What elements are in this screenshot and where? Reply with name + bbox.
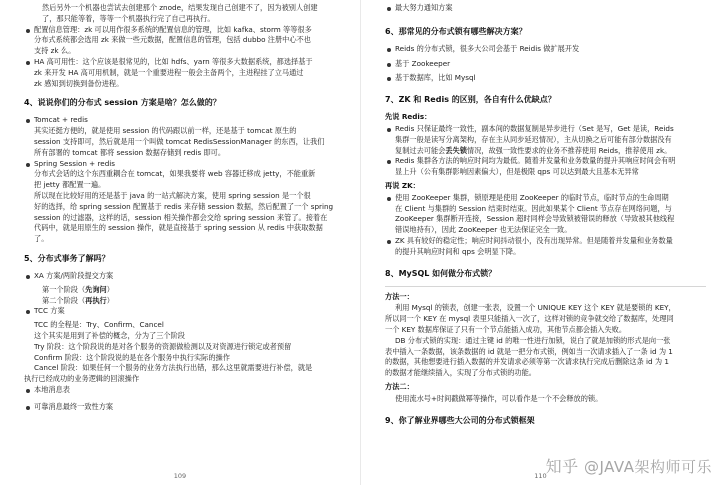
heading-distributed-transaction: 5、分布式事务了解吗？ <box>24 253 110 263</box>
xa-phases <box>24 285 346 307</box>
redis-subheading: 先说 Redis： <box>385 112 432 122</box>
redis-point-1: Redis 只保证最终一致性，副本间的数据复制是异步进行（Set 是写，Get 是读，Reids 集群一般是读写分离架构，存在主从同步延迟情况），主从切换之后可能有部分数据没有 复制过去可能会丢失锁情况，故强一致性要求的业务不推荐使用 Reids，推荐使用 zk。 <box>385 124 706 156</box>
method-two-paragraph: 使用流水号+时间戳做幂等操作，可以看作是一个不会释放的锁。 <box>395 393 603 403</box>
xa-phase-1: 第一个阶段（先询问） <box>42 284 114 294</box>
page-number-left: 109 <box>173 472 187 481</box>
bullet-best-effort: 最大努力通知方案 <box>385 3 706 14</box>
zk-point-1: 使用 ZooKeeper 集群，锁原理是使用 ZooKeeper 的临时节点，临时节点的生命周期 在 Client 与集群的 Session 结束时结束。因此如果某个 Client 节点存在网络问题，与 ZooKeeper 集群断开连接，Session 超时同样会导致锁被错误的释放（导致被其他线程 错误地持有），因此 ZooKeeper 也无法保证完全一致。 <box>385 193 706 236</box>
bullet-tcc: TCC 方案 <box>24 306 346 317</box>
heading-zk-vs-redis: 7、ZK 和 Redis 的区别，各自有什么优缺点？ <box>385 95 556 105</box>
bullet-redis-lock: Reids 的分布式锁，很多大公司会基于 Reidis 做扩展开发 <box>385 44 706 55</box>
zhihu-watermark: 知乎 @JAVA架构师可乐 <box>545 457 712 476</box>
method-one-paragraph: 利用 Mysql 的锁表，创建一张表，设置一个 UNIQUE KEY 这个 KEY 就是要锁的 KEY， 所以同一个 KEY 在 mysql 表里只能插入一次了，这样对锁的竞争就交给了数据库，处理同 一个 KEY 数据库保证了只有一个节点能插入成功，其他节点都会插入失败。 DB 分布式锁的实现：通过主键 id 的唯一性进行加锁，说白了就是加锁的形式是向一张 表中插入一条数据，该条数据的 id 就是一把分布式锁，例如当一次请求插入了一条 id 为 1 的数据，其他想要进行插入数据的并发请求必须等第一次请求执行完成后删除这条 id 为 1 的数据才能继续插入，实现了分布式锁的功能。 <box>385 303 676 378</box>
bullet-xa: XA 方案/两阶段提交方案 <box>24 271 346 282</box>
zk-point-2: ZK 具有较好的稳定性；响应时间抖动很小，没有出现异常。但是随着并发量和业务数量 的提升其响应时间和 qps 会明显下降。 <box>385 236 706 258</box>
divider <box>385 286 706 287</box>
method-two-heading: 方法二： <box>385 381 414 391</box>
heading-distributed-lock: 6、那常见的分布式锁有哪些解决方案？ <box>385 26 527 36</box>
zk-subheading: 再说 ZK： <box>385 180 420 190</box>
page-right <box>360 0 720 485</box>
bullet-spring-session: Spring Session + redis <box>24 159 346 170</box>
method-one-heading: 方法一： <box>385 291 414 301</box>
heading-session: 4、说说你们的分布式 session 方案是啥？怎么做的？ <box>24 98 221 108</box>
bullet-local-message-table: 本地消息表 <box>24 385 346 396</box>
page-number-right: 110 <box>534 472 547 481</box>
bullet-config-management: 配置信息管理：zk 可以用作很多系统的配置信息的管理，比如 kafka、storm 等等很多 分布式系统都会选用 zk 来做一些元数据，配置信息的管理，包括 dubbo 注册中心不也 支持 zk 么。 <box>24 25 346 57</box>
spring-paragraph: 分布式会话的这个东西重耦合在 tomcat，如果我要将 web 容器迁移成 jetty，不能重新 把 jetty 都配置一遍。 所以现在比较好用的还是基于 java 的一站式解决方案，使用 spring session 是一个很 好的选择，给 spring session 配置基于 redis 来存储 session 数据，然后配置了一个 spring session 的过滤器，这样的话，session 相关操作都会交给 spring session 来管了。接着在 代码中，就是用原生的 session 操作，就是直接基于 spring session 从 redis 中获取数据 了。 <box>34 169 334 244</box>
bullet-ha: HA 高可用性：这个应该是很常见的，比如 hdfs、yarn 等很多大数据系统，都选择基于 zk 来开发 HA 高可用机制，就是一个重要进程一般会主备两个，主进程挂了立马通过 zk 感知到切换到备份进程。 <box>24 57 346 89</box>
xa-phase-2: 第二个阶段（再执行） <box>42 295 114 305</box>
bullet-reliable-message: 可靠消息最终一致性方案 <box>24 402 346 413</box>
bullet-tomcat-redis: Tomcat + redis <box>24 115 346 126</box>
bullet-zookeeper: 基于 Zookeeper <box>385 59 706 70</box>
tcc-paragraph: TCC 的全程是：Try、Confirm、Cancel 这个其实是用到了补偿的概念，分为了三个阶段 Try 阶段：这个阶段说的是对各个服务的资源做检测以及对资源进行锁定或者预留 Confirm 阶段：这个阶段说的是在各个服务中执行实际的操作 Cancel 阶段：如果任何一个服务的业务方法执行出错，那么这里就需要进行补偿，就是 <box>34 320 313 373</box>
heading-mysql-lock: 8、MySQL 如何做分布式锁？ <box>385 268 497 278</box>
bullet-database: 基于数据库，比如 Mysql <box>385 73 706 84</box>
tomcat-paragraph: 其实还挺方便的，就是使用 session 的代码跟以前一样，还是基于 tomcat 原生的 session 支持即可，然后就是用一个叫做 tomcat RedisSessionManager 的东西，让我们 所有部署的 tomcat 都将 session 数据存储到 redis 即可。 <box>34 126 325 157</box>
intro-paragraph: 然后另外一个机器也尝试去创建那个 znode，结果发现自己创建不了，因为被别人创建 了，那只能等着，等等一个机器执行完了自己再执行。 <box>42 3 318 23</box>
heading-lock-frameworks: 9、你了解业界哪些大公司的分布式锁框架 <box>385 415 535 425</box>
page-left: 然后另外一个机器也尝试去创建那个 znode，结果发现自己创建不了，因为被别人创建 了，那只能等着，等等一个机器执行完了自己再执行。 配置信息管理：zk 可以用作很多系统的配置信息的管理，比如 kafka、storm 等等很多 分布式系统都会选用 zk 来做一些元数据，配置信息的管理，包括 dubbo 注册中心不也 支持 zk 么。 HA 高可用性：这个应该是很常见的，比如 hdfs、yarn 等很多大数据系统，都选择基于 zk 来开发 HA 高可用机制，就是一个重要进程一般会主备两个，主进程挂了立马通过 zk 感知到切换到备份进程。 4、说说你们的分布式 session 方案是啥？怎么做的？ Tomcat + redis 其实还挺方便的，就是使用 session 的代码跟以前一样，还是基于 tomcat 原生的 session 支持即可，然后就是用一个叫做 tomcat RedisSessionManager 的东西，让我们 所有部署的 tomcat 都将 session 数据存储到 redis 即可。 Spring Session + redis 分布式会话的这个东西重耦合在 tomcat，如果我要将 web 容器迁移成 jetty，不能重新 把 jetty 都配置一遍。 所以现在比较好用的还是基于 java 的一站式解决方案，使用 spring session 是一个很 好的选择，给 spring session 配置基于 redis 来存储 session 数据，然后配置了一个 spring session 的过滤器，这样的话，session 相关操作都会交给 spring session 来管了。接着在 代码中，就是用原生的 session 操作，就是直接基于 spring session 从 redis 中获取数据 了。 5、分布式事务了解吗？ XA 方案/两阶段提交方案 第一个阶段（先询问） 第二个阶段（再执行） TCC 方案 TCC 的全程是：Try、Confirm、Cancel 这个其实是用到了补偿的概念，分为了三个阶段 Try 阶段：这个阶段说的是对各个服务的资源做检测以及对资源进行锁定或者预留 Confirm 阶段：这个阶段说的是在各个服务中执行实际的操作 Cancel 阶段：如果任何一个服务的业务方法执行出错，那么这里就需要进行补偿，就是 执行已经成功的业务逻辑的回滚操作 本地消息表 可靠消息最终一致性方案 109 <box>0 0 360 485</box>
redis-point-2: Redis 集群各方法的响应时间均为最低。随着并发量和业务数量的提升其响应时间会有明 显上升（公有集群影响因素偏大），但是极限 qps 可以达到最大且基本无异常 <box>385 156 706 178</box>
